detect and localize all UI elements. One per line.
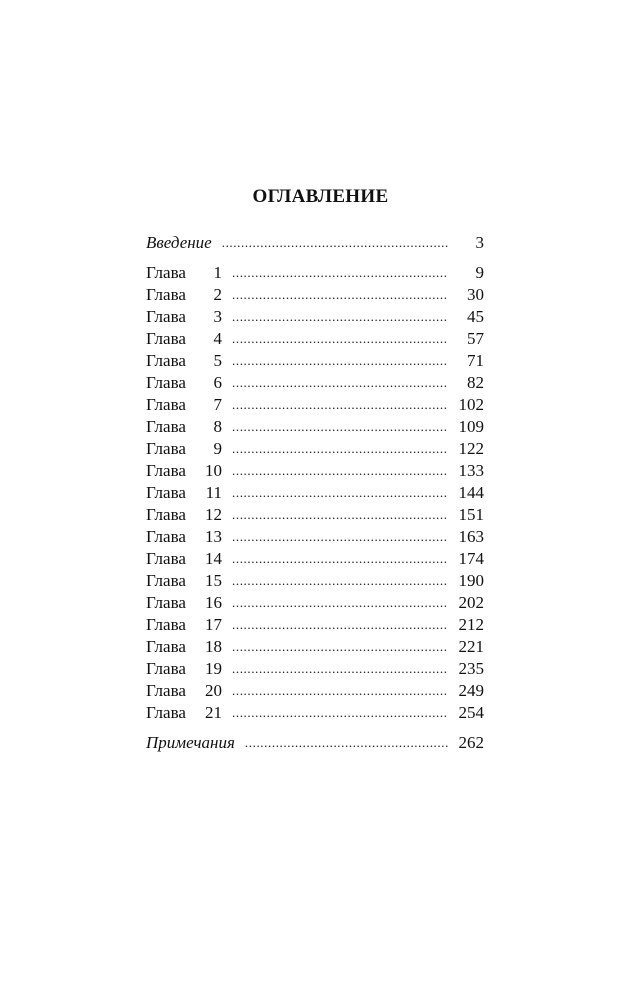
toc-entry-chapter-3[interactable] — [146, 306, 484, 328]
chapter-number: 13 — [205, 527, 222, 546]
chapter-number: 16 — [205, 593, 222, 612]
toc-entry-label — [146, 504, 222, 526]
chapter-number: 7 — [213, 395, 222, 414]
chapter-word: Глава — [146, 505, 186, 524]
chapter-number: 1 — [213, 263, 222, 282]
toc-page-number: 221 — [458, 637, 484, 656]
toc-page-number: 190 — [458, 571, 484, 590]
toc-entry-label — [146, 526, 222, 548]
toc-entry-label — [146, 394, 222, 416]
toc-page-number: 9 — [475, 263, 484, 282]
toc-page-number: 235 — [458, 659, 484, 678]
toc-entry-chapter-10[interactable] — [146, 460, 484, 482]
chapter-word: Глава — [146, 593, 186, 612]
toc-entry-label — [146, 614, 222, 636]
chapter-number: 4 — [213, 329, 222, 348]
chapter-number: 10 — [205, 461, 222, 480]
toc-entry-chapter-21[interactable] — [146, 702, 484, 724]
chapter-word: Глава — [146, 329, 186, 348]
chapter-word: Глава — [146, 615, 186, 634]
chapter-word: Глава — [146, 373, 186, 392]
dot-leader — [232, 393, 448, 416]
chapter-word: Глава — [146, 461, 186, 480]
dot-leader — [232, 437, 448, 460]
toc-entry-label — [146, 570, 222, 592]
toc-page-number: 45 — [467, 307, 484, 326]
toc-page-number: 3 — [475, 233, 484, 252]
toc-page-number: 163 — [458, 527, 484, 546]
toc-entry-label — [146, 702, 222, 724]
chapter-word: Глава — [146, 351, 186, 370]
toc-entry-label — [146, 548, 222, 570]
chapter-number: 5 — [213, 351, 222, 370]
toc-entry-chapter-1[interactable] — [146, 262, 484, 284]
chapter-word: Глава — [146, 263, 186, 282]
chapter-word: Глава — [146, 549, 186, 568]
table-of-contents — [146, 232, 484, 754]
dot-leader — [232, 613, 448, 636]
chapter-word: Глава — [146, 307, 186, 326]
toc-entry-chapter-5[interactable] — [146, 350, 484, 372]
chapter-number: 8 — [213, 417, 222, 436]
chapter-list — [146, 262, 484, 724]
toc-entry-chapter-12[interactable] — [146, 504, 484, 526]
chapter-number: 14 — [205, 549, 222, 568]
toc-entry-chapter-16[interactable] — [146, 592, 484, 614]
toc-page-number: 262 — [458, 733, 484, 752]
dot-leader — [232, 701, 448, 724]
toc-entry-label — [146, 350, 222, 372]
toc-entry-label — [146, 658, 222, 680]
toc-entry-label — [146, 438, 222, 460]
chapter-word: Глава — [146, 417, 186, 436]
toc-page-number: 212 — [458, 615, 484, 634]
dot-leader — [232, 327, 448, 350]
chapter-number: 9 — [213, 439, 222, 458]
dot-leader — [232, 261, 448, 284]
chapter-number: 19 — [205, 659, 222, 678]
toc-page-number: 122 — [458, 439, 484, 458]
dot-leader — [232, 679, 448, 702]
dot-leader — [232, 525, 448, 548]
toc-entry-label — [146, 328, 222, 350]
chapter-word: Глава — [146, 681, 186, 700]
chapter-word: Глава — [146, 395, 186, 414]
toc-entry-label — [146, 416, 222, 438]
chapter-number: 17 — [205, 615, 222, 634]
toc-entry-label — [146, 262, 222, 284]
toc-entry-chapter-19[interactable] — [146, 658, 484, 680]
toc-entry-introduction[interactable] — [146, 232, 484, 254]
chapter-word: Глава — [146, 659, 186, 678]
dot-leader — [232, 415, 448, 438]
toc-entry-chapter-17[interactable] — [146, 614, 484, 636]
toc-page-number: 102 — [458, 395, 484, 414]
toc-entry-chapter-15[interactable] — [146, 570, 484, 592]
toc-entry-chapter-2[interactable] — [146, 284, 484, 306]
chapter-word: Глава — [146, 483, 186, 502]
toc-entry-notes[interactable] — [146, 732, 484, 754]
toc-entry-label — [146, 680, 222, 702]
chapter-word: Глава — [146, 285, 186, 304]
toc-entry-label — [146, 460, 222, 482]
toc-page-number: 144 — [458, 483, 484, 502]
dot-leader — [232, 371, 448, 394]
toc-entry-label: Примечания — [146, 733, 235, 752]
toc-entry-chapter-7[interactable] — [146, 394, 484, 416]
dot-leader — [232, 657, 448, 680]
chapter-number: 15 — [205, 571, 222, 590]
dot-leader — [232, 283, 448, 306]
toc-page-number: 57 — [467, 329, 484, 348]
toc-entry-chapter-9[interactable] — [146, 438, 484, 460]
toc-entry-label: Введение — [146, 233, 212, 252]
toc-entry-chapter-20[interactable] — [146, 680, 484, 702]
dot-leader — [222, 231, 448, 254]
dot-leader — [232, 635, 448, 658]
chapter-word: Глава — [146, 439, 186, 458]
chapter-number: 3 — [213, 307, 222, 326]
toc-entry-chapter-11[interactable] — [146, 482, 484, 504]
toc-entry-label — [146, 372, 222, 394]
toc-page-number: 30 — [467, 285, 484, 304]
toc-entry-chapter-4[interactable] — [146, 328, 484, 350]
toc-page-number: 202 — [458, 593, 484, 612]
dot-leader — [232, 547, 448, 570]
dot-leader — [232, 591, 448, 614]
toc-page-number: 151 — [458, 505, 484, 524]
toc-page-number: 254 — [458, 703, 484, 722]
dot-leader — [232, 503, 448, 526]
toc-entry-chapter-13[interactable] — [146, 526, 484, 548]
dot-leader — [232, 305, 448, 328]
page-title: ОГЛАВЛЕНИЕ — [252, 186, 389, 207]
toc-page-number: 109 — [458, 417, 484, 436]
dot-leader — [232, 349, 448, 372]
chapter-word: Глава — [146, 637, 186, 656]
chapter-word: Глава — [146, 703, 186, 722]
toc-entry-label — [146, 306, 222, 328]
chapter-number: 2 — [213, 285, 222, 304]
toc-page-number: 133 — [458, 461, 484, 480]
toc-entry-chapter-6[interactable] — [146, 372, 484, 394]
dot-leader — [245, 731, 448, 754]
chapter-number: 18 — [205, 637, 222, 656]
toc-page-number: 71 — [467, 351, 484, 370]
toc-entry-label — [146, 636, 222, 658]
chapter-number: 11 — [205, 483, 222, 502]
chapter-number: 21 — [205, 703, 222, 722]
toc-entry-chapter-8[interactable] — [146, 416, 484, 438]
chapter-word: Глава — [146, 571, 186, 590]
toc-page-number: 82 — [467, 373, 484, 392]
toc-entry-chapter-18[interactable] — [146, 636, 484, 658]
chapter-number: 6 — [213, 373, 222, 392]
toc-entry-label — [146, 284, 222, 306]
toc-page-number: 174 — [458, 549, 484, 568]
chapter-word: Глава — [146, 527, 186, 546]
toc-entry-label — [146, 482, 222, 504]
dot-leader — [232, 569, 448, 592]
toc-entry-chapter-14[interactable] — [146, 548, 484, 570]
chapter-number: 20 — [205, 681, 222, 700]
dot-leader — [232, 481, 448, 504]
chapter-number: 12 — [205, 505, 222, 524]
toc-page-number: 249 — [458, 681, 484, 700]
dot-leader — [232, 459, 448, 482]
toc-entry-label — [146, 592, 222, 614]
